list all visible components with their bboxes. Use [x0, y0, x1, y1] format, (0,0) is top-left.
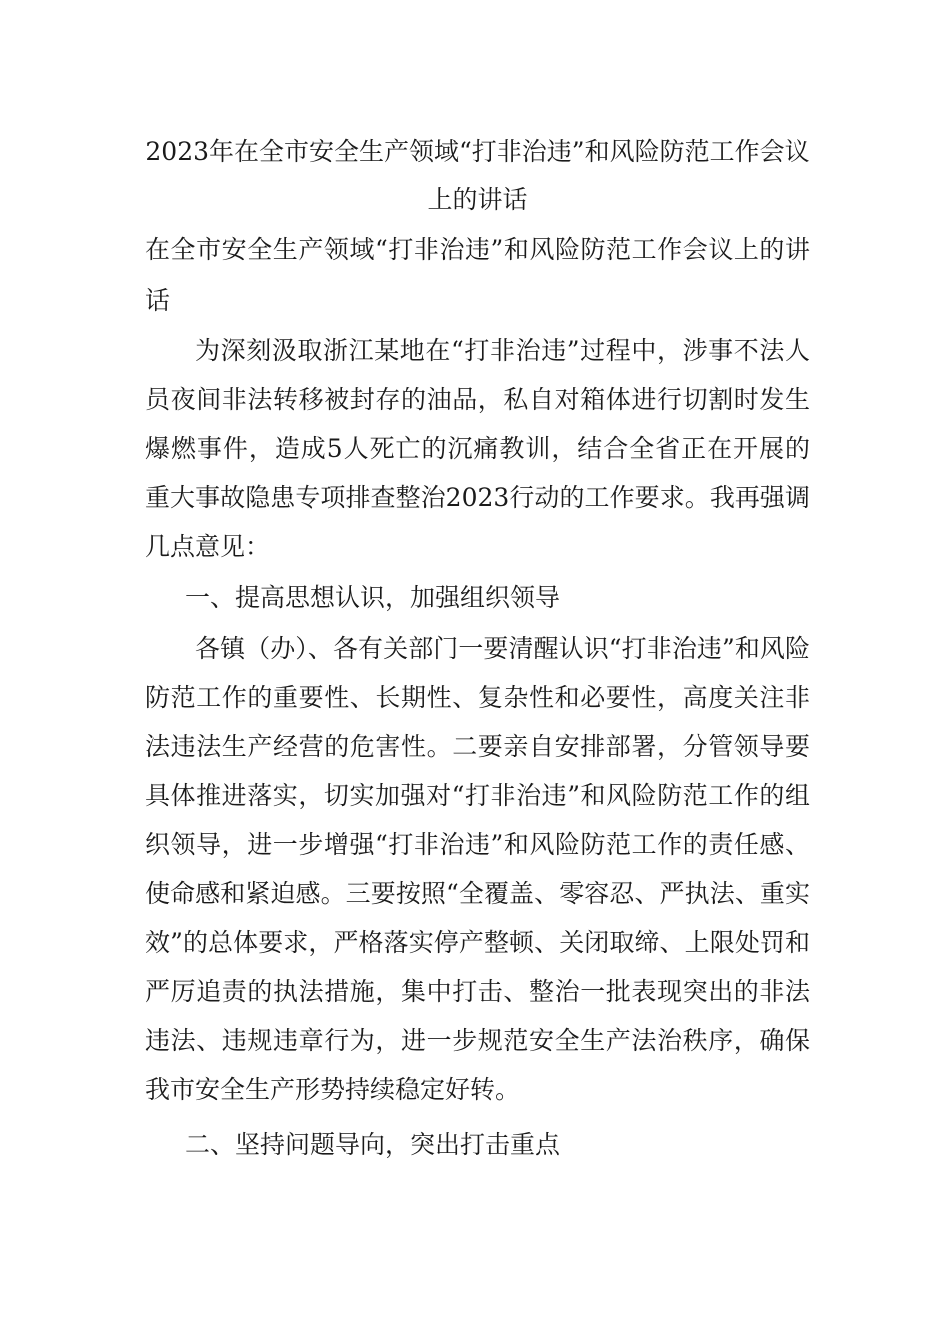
section-heading: 一、提高思想认识，加强组织领导: [185, 583, 561, 612]
document-subtitle: 在全市安全生产领域“打非治违”和风险防范工作会议上的讲话: [145, 235, 810, 315]
section-heading: 二、坚持问题导向，突出打击重点: [185, 1130, 561, 1159]
document-body: [145, 128, 810, 1169]
section-body: 各镇（办）、各有关部门一要清醒认识“打非治违”和风险防范工作的重要性、长期性、复杂性和必要性，高度关注非法违法生产经营的危害性。二要亲自安排部署，分管领导要具体推进落实，切实加强对“打非治违”和风险防范工作的组织领导，进一步增强“打非治违”和风险防范工作的责任感、使命感和紧迫感。三要按照“全覆盖、零容忍、严执法、重实效”的总体要求，严格落实停产整顿、关闭取缔、上限处罚和严厉追责的执法措施，集中打击、整治一批表现突出的非法违法、违规违章行为，进一步规范安全生产法治秩序，确保我市安全生产形势持续稳定好转。: [145, 634, 810, 1104]
intro-paragraph: 为深刻汲取浙江某地在“打非治违”过程中，涉事不法人员夜间非法转移被封存的油品，私自对箱体进行切割时发生爆燃事件，造成5人死亡的沉痛教训，结合全省正在开展的重大事故隐患专项排查整治2023行动的工作要求。我再强调几点意见：: [145, 336, 810, 561]
document-title: 2023年在全市安全生产领域“打非治违”和风险防范工作会议上的讲话: [145, 137, 810, 214]
